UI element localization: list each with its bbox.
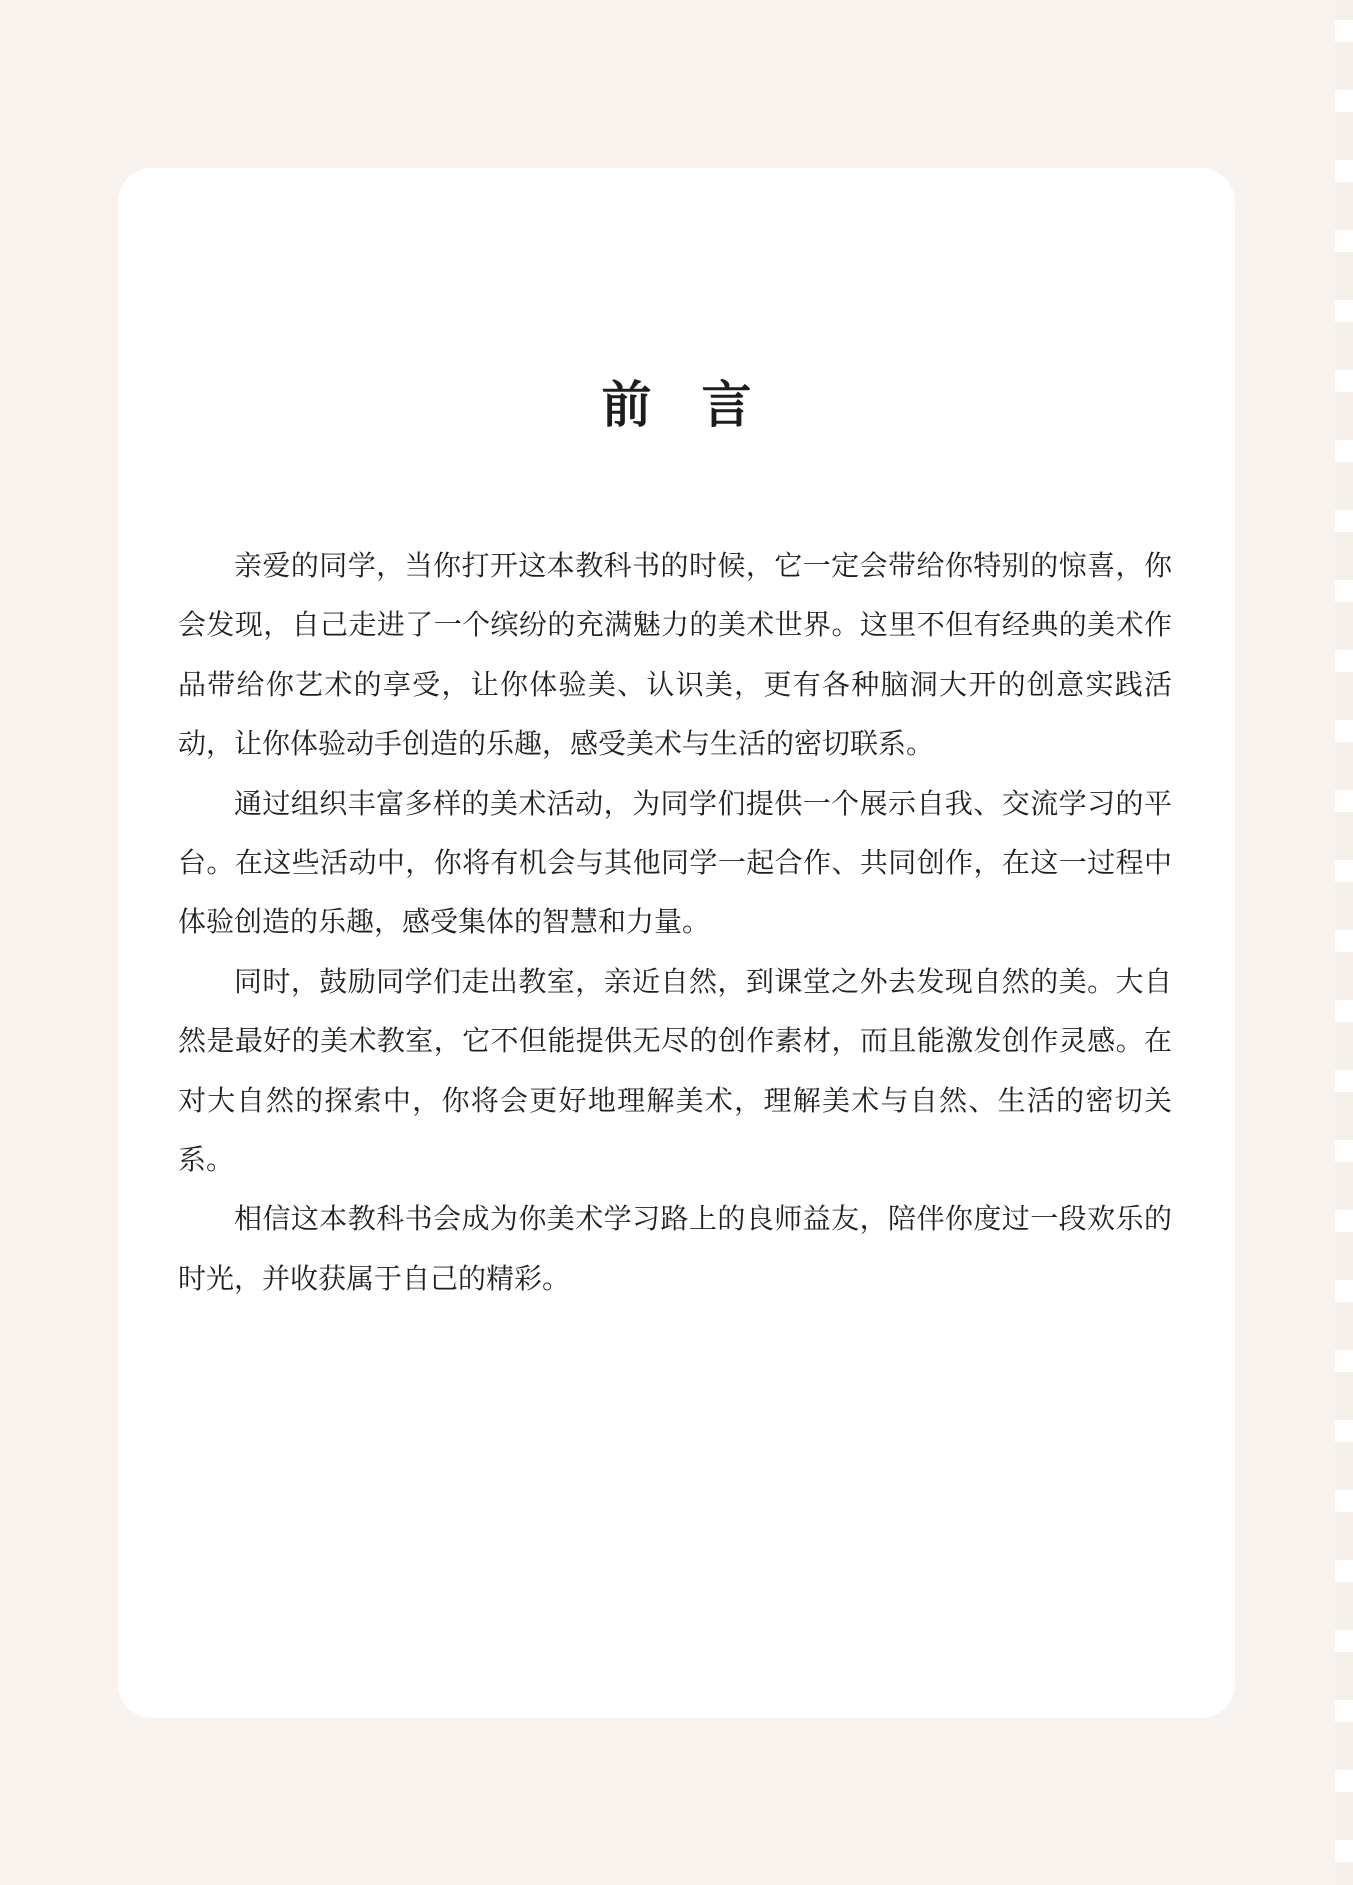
- page-title: 前 言: [601, 375, 752, 434]
- edge-mark: [1335, 930, 1353, 952]
- edge-mark: [1335, 1560, 1353, 1582]
- edge-mark: [1335, 160, 1353, 182]
- edge-mark: [1335, 1070, 1353, 1092]
- edge-mark: [1335, 1700, 1353, 1722]
- edge-mark: [1335, 300, 1353, 322]
- edge-mark: [1335, 510, 1353, 532]
- edge-mark: [1335, 1000, 1353, 1022]
- edge-mark: [1335, 790, 1353, 812]
- paragraph: 同时，鼓励同学们走出教室，亲近自然，到课堂之外去发现自然的美。大自然是最好的美术教室，它不但能提供无尽的创作素材，而且能激发创作灵感。在对大自然的探索中，你将会更好地理解美术，理解美术与自然、生活的密切关系。: [178, 964, 1172, 1177]
- paragraph: 相信这本教科书会成为你美术学习路上的良师益友，陪伴你度过一段欢乐的时光，并收获属于自己的精彩。: [178, 1202, 1172, 1295]
- edge-mark: [1335, 1140, 1353, 1162]
- edge-mark: [1335, 1210, 1353, 1232]
- edge-mark: [1335, 90, 1353, 112]
- edge-mark: [1335, 860, 1353, 882]
- edge-mark: [1335, 1840, 1353, 1862]
- edge-mark: [1335, 580, 1353, 602]
- page-edge-strip: [1335, 0, 1353, 1885]
- edge-mark: [1335, 1770, 1353, 1792]
- edge-mark: [1335, 1280, 1353, 1302]
- paragraph: 亲爱的同学，当你打开这本教科书的时候，它一定会带给你特别的惊喜，你会发现，自己走进了一个缤纷的充满魅力的美术世界。这里不但有经典的美术作品带给你艺术的享受，让你体验美、认识美，更有各种脑洞大开的创意实践活动，让你体验动手创造的乐趣，感受美术与生活的密切联系。: [178, 549, 1172, 761]
- edge-mark: [1335, 1420, 1353, 1442]
- edge-mark: [1335, 440, 1353, 462]
- edge-mark: [1335, 1490, 1353, 1512]
- edge-mark: [1335, 230, 1353, 252]
- paragraph: 通过组织丰富多样的美术活动，为同学们提供一个展示自我、交流学习的平台。在这些活动中，你将有机会与其他同学一起合作、共同创作，在这一过程中体验创造的乐趣，感受集体的智慧和力量。: [178, 786, 1172, 939]
- edge-mark: [1335, 1630, 1353, 1652]
- edge-mark: [1335, 20, 1353, 42]
- edge-mark: [1335, 650, 1353, 672]
- preface-body: [178, 536, 1172, 1308]
- edge-mark: [1335, 1350, 1353, 1372]
- edge-mark: [1335, 720, 1353, 742]
